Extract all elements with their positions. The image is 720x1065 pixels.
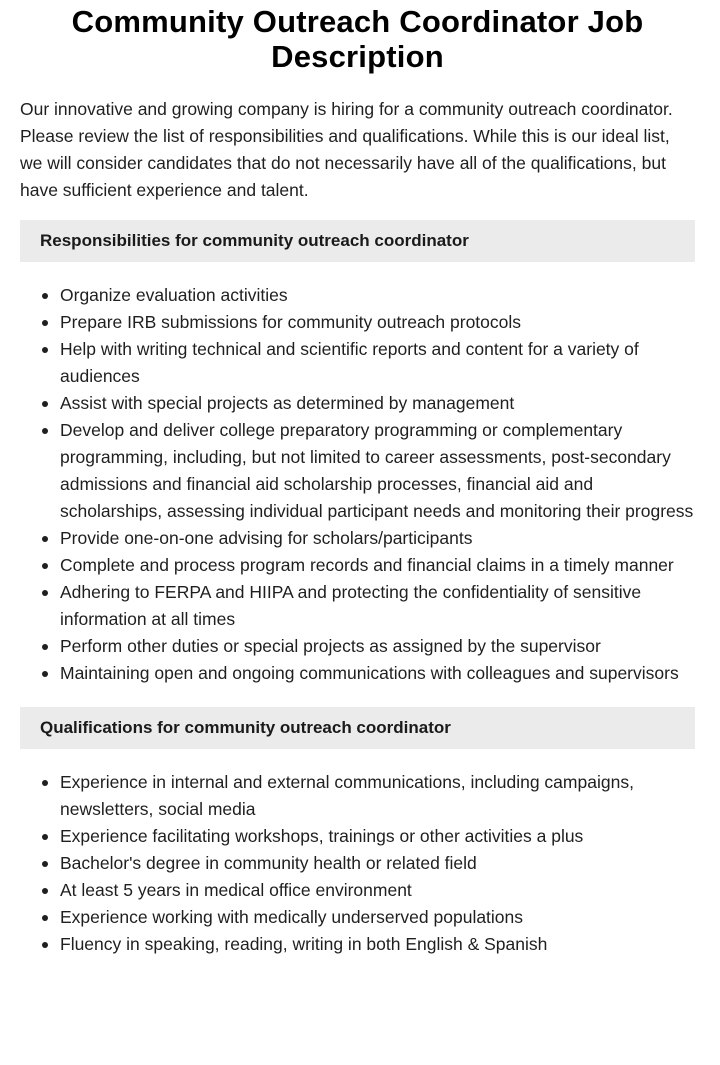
job-description-page <box>20 0 695 958</box>
qualifications-list <box>20 769 695 958</box>
list-item: Experience in internal and external communications, including campaigns, newsletters, social media <box>60 769 695 823</box>
list-item: Perform other duties or special projects as assigned by the supervisor <box>60 633 695 660</box>
list-item: Develop and deliver college preparatory programming or complementary programming, including, but not limited to career assessments, post-secondary admissions and financial aid scholarship processes, financial aid and scholarships, assessing individual participant needs and monitoring their progress <box>60 417 695 525</box>
list-item: Fluency in speaking, reading, writing in both English & Spanish <box>60 931 695 958</box>
list-item: Help with writing technical and scientific reports and content for a variety of audiences <box>60 336 695 390</box>
list-item: Assist with special projects as determined by management <box>60 390 695 417</box>
list-item: At least 5 years in medical office environment <box>60 877 695 904</box>
qualifications-header: Qualifications for community outreach coordinator <box>20 707 695 749</box>
list-item: Maintaining open and ongoing communications with colleagues and supervisors <box>60 660 695 687</box>
list-item: Bachelor's degree in community health or related field <box>60 850 695 877</box>
responsibilities-list <box>20 282 695 687</box>
list-item: Complete and process program records and financial claims in a timely manner <box>60 552 695 579</box>
list-item: Prepare IRB submissions for community outreach protocols <box>60 309 695 336</box>
list-item: Experience facilitating workshops, trainings or other activities a plus <box>60 823 695 850</box>
list-item: Adhering to FERPA and HIIPA and protecting the confidentiality of sensitive information at all times <box>60 579 695 633</box>
responsibilities-header: Responsibilities for community outreach coordinator <box>20 220 695 262</box>
intro-paragraph: Our innovative and growing company is hiring for a community outreach coordinator. Please review the list of responsibilities and qualifications. While this is our ideal list, we will consider candidates that do not necessarily have all of the qualifications, but have sufficient experience and talent. <box>20 99 673 200</box>
list-item: Provide one-on-one advising for scholars/participants <box>60 525 695 552</box>
list-item: Organize evaluation activities <box>60 282 695 309</box>
page-title: Community Outreach Coordinator Job Description <box>71 4 644 74</box>
list-item: Experience working with medically underserved populations <box>60 904 695 931</box>
